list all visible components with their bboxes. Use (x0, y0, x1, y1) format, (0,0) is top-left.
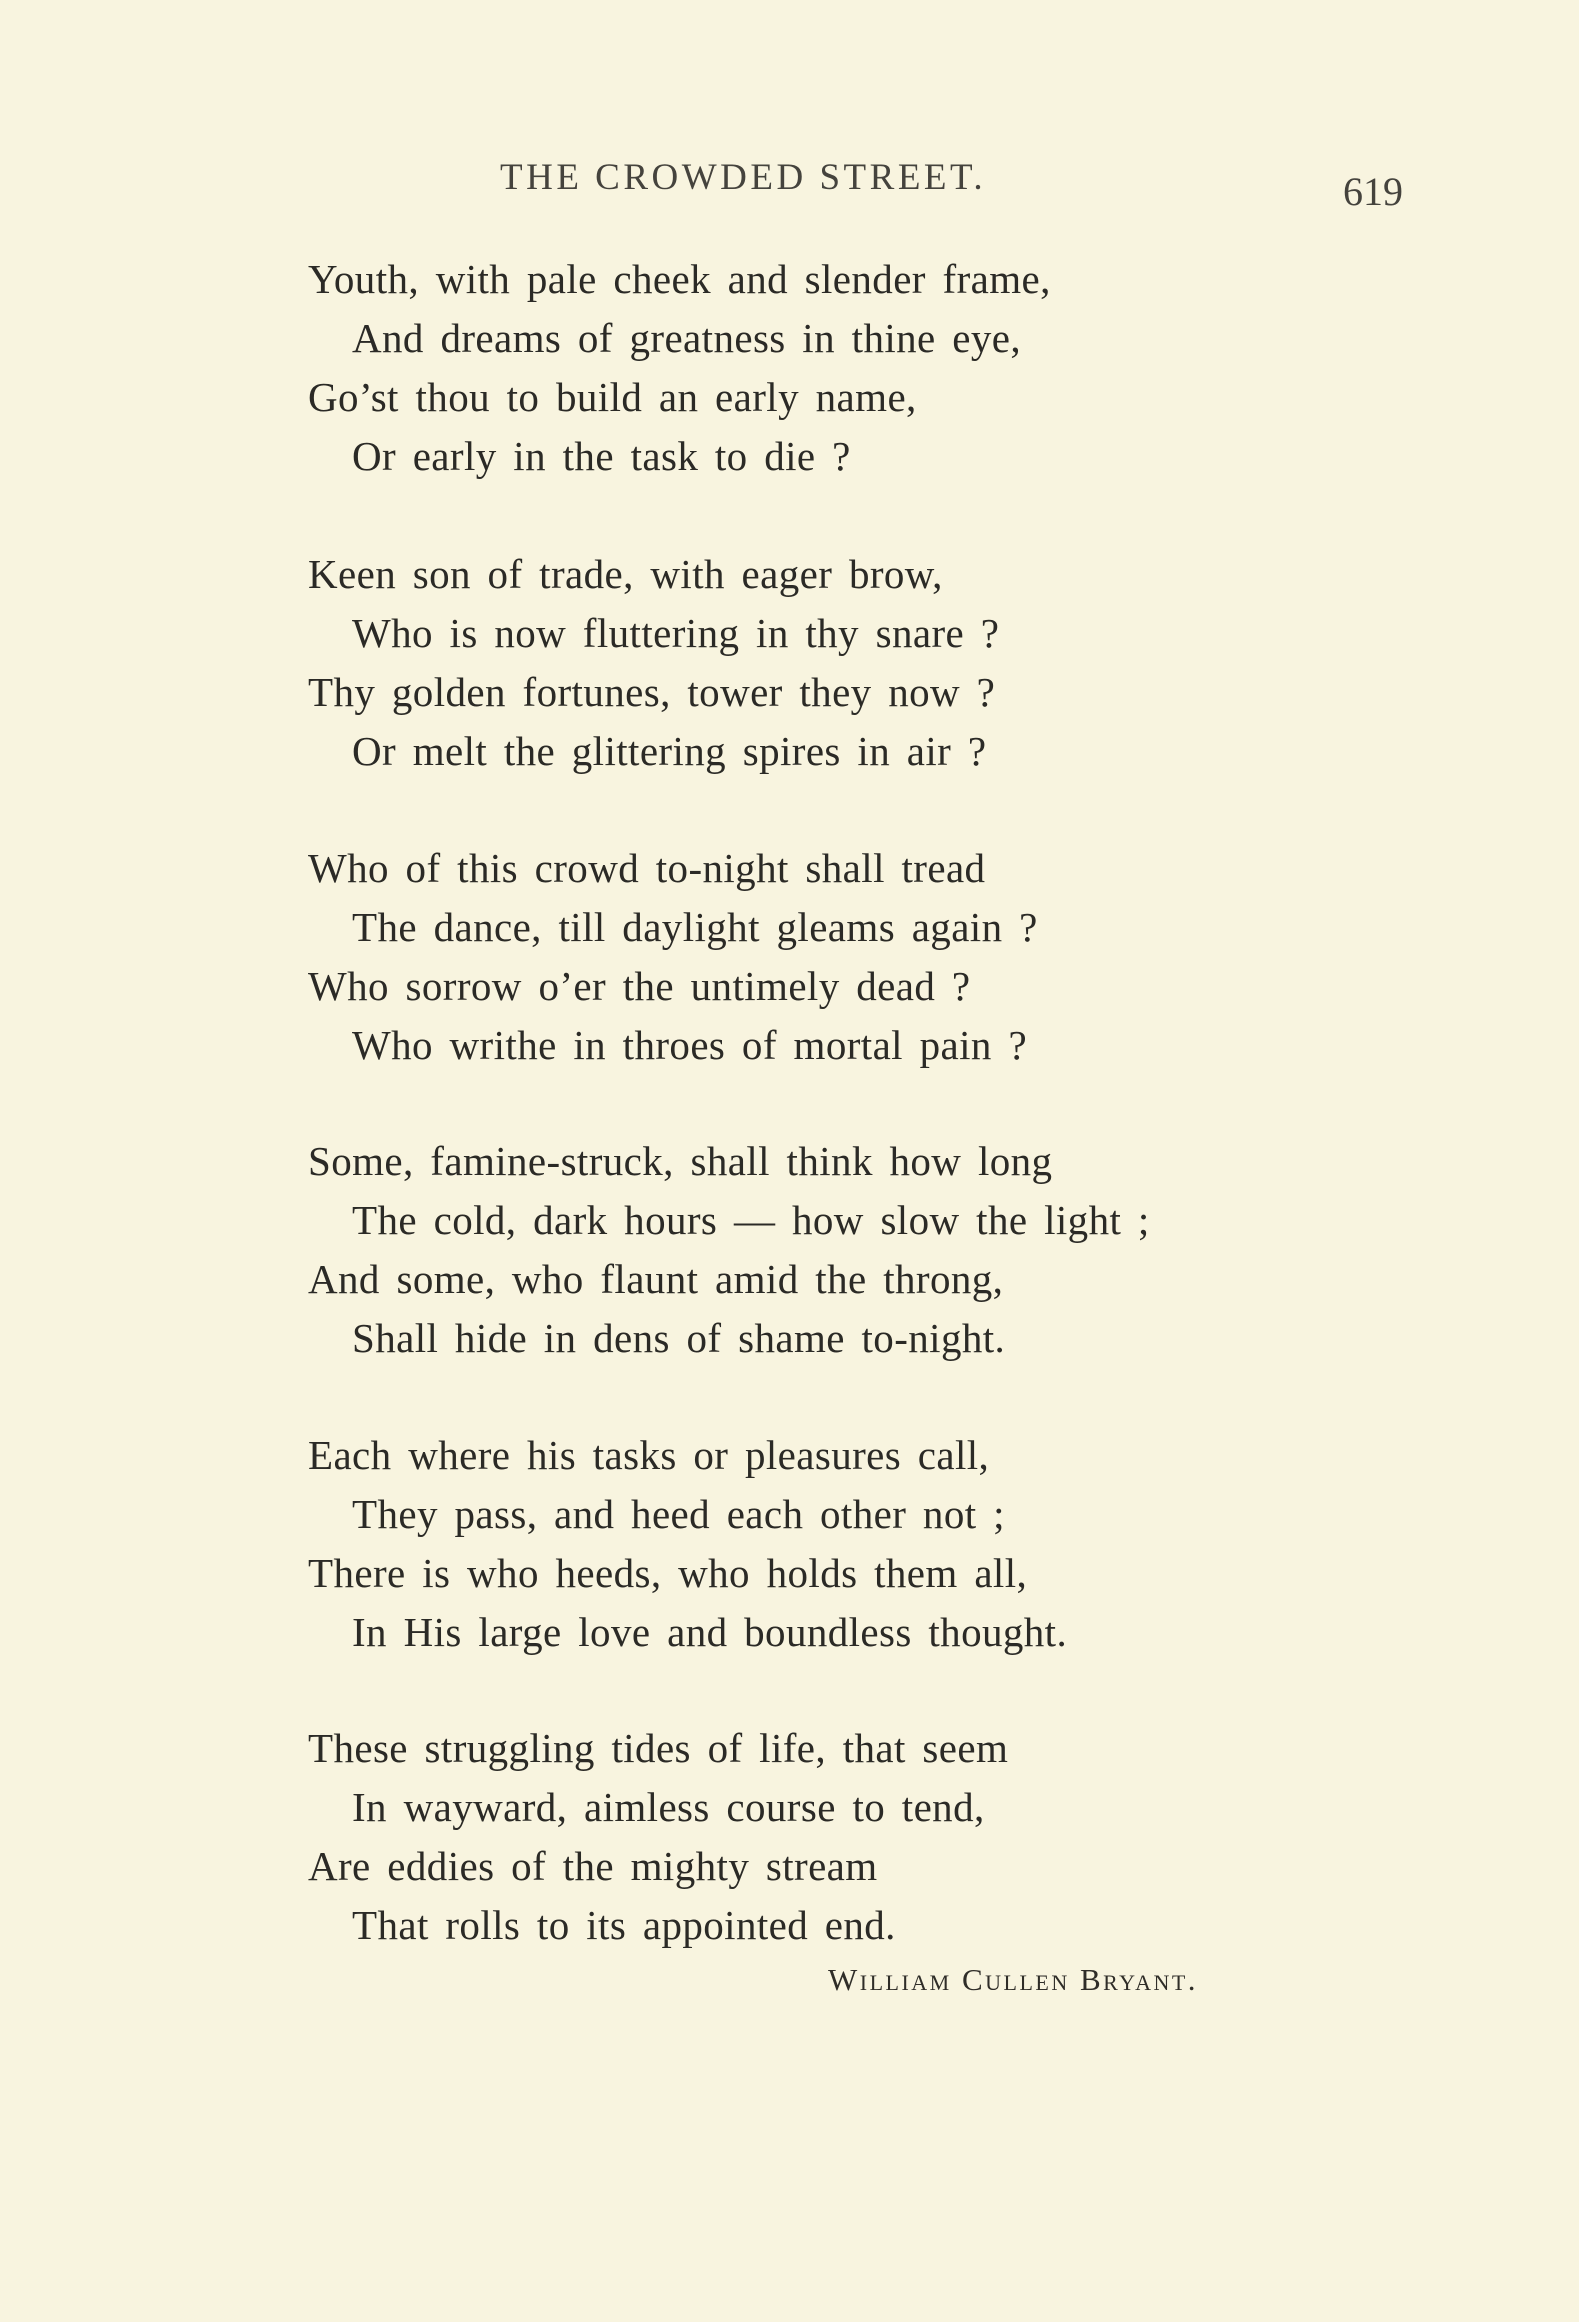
poem-attribution: William Cullen Bryant. (828, 1962, 1199, 1997)
poem-line: Youth, with pale cheek and slender frame, (308, 256, 1051, 302)
poem-line: Who is now fluttering in thy snare ? (352, 610, 1000, 656)
poem-line: Go’st thou to build an early name, (308, 374, 917, 420)
running-title: THE CROWDED STREET. (500, 157, 987, 198)
poem-line: These struggling tides of life, that seem (308, 1725, 1009, 1771)
poem-line: Some, famine-struck, shall think how long (308, 1138, 1053, 1184)
poem-line: The cold, dark hours — how slow the light ; (352, 1197, 1150, 1243)
poem-line: Are eddies of the mighty stream (308, 1843, 878, 1889)
poem-line: Who of this crowd to-night shall tread (308, 845, 986, 891)
poem-line: Or early in the task to die ? (352, 433, 851, 479)
poem-line: Each where his tasks or pleasures call, (308, 1432, 990, 1478)
poem-line: They pass, and heed each other not ; (352, 1491, 1005, 1537)
page-number: 619 (1343, 169, 1403, 214)
poem-line: That rolls to its appointed end. (352, 1902, 896, 1948)
poem-line: Keen son of trade, with eager brow, (308, 551, 943, 597)
poem-line: In His large love and boundless thought. (352, 1609, 1068, 1655)
poem-line: And dreams of greatness in thine eye, (352, 315, 1022, 361)
poem-line: Thy golden fortunes, tower they now ? (308, 669, 996, 715)
poem-line: There is who heeds, who holds them all, (308, 1550, 1028, 1596)
poem-line: The dance, till daylight gleams again ? (352, 904, 1038, 950)
poem-line: Shall hide in dens of shame to-night. (352, 1315, 1006, 1361)
poem-line: In wayward, aimless course to tend, (352, 1784, 985, 1830)
poem-line: Who writhe in throes of mortal pain ? (352, 1022, 1028, 1068)
poem-line: And some, who flaunt amid the throng, (308, 1256, 1004, 1302)
poem-line: Or melt the glittering spires in air ? (352, 728, 987, 774)
poem-line: Who sorrow o’er the untimely dead ? (308, 963, 971, 1009)
